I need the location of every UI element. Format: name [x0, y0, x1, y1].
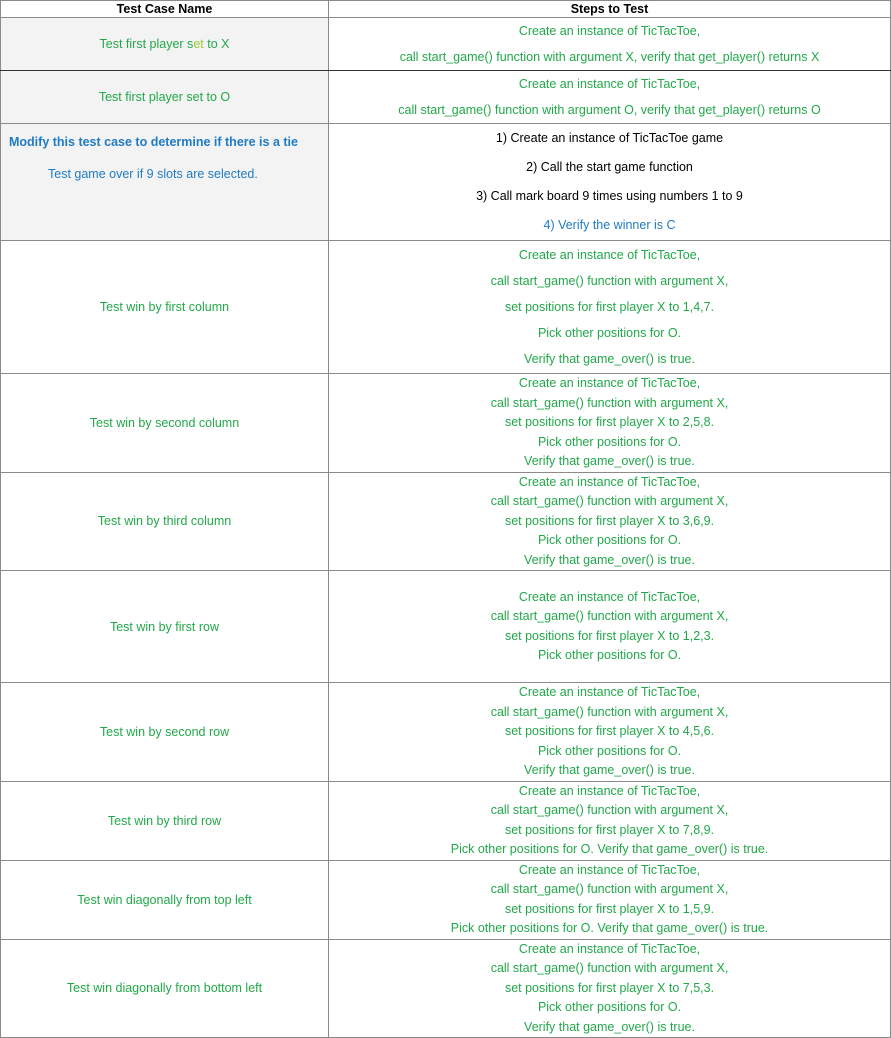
step-line: Pick other positions for O. [537, 648, 682, 662]
header-steps-to-test: Steps to Test [329, 1, 891, 18]
step-line: call start_game() function with argument X, [490, 395, 729, 410]
test-steps [329, 939, 891, 1038]
tie-test-name: Test game over if 9 slots are selected. [48, 167, 258, 181]
test-case-name: Test win by third column [1, 472, 329, 571]
step-line: Pick other positions for O. Verify that game_over() is true. [450, 921, 769, 935]
step-line: 4) Verify the winner is C [543, 218, 676, 232]
test-steps [329, 683, 891, 782]
test-case-name: Test win by third row [1, 781, 329, 860]
table-row [1, 241, 891, 374]
test-case-name: Test win by second column [1, 374, 329, 473]
step-line: Create an instance of TicTacToe, [518, 862, 701, 877]
table-row [1, 374, 891, 473]
table-row [1, 939, 891, 1038]
step-line: set positions for first player X to 1,2,3. [504, 628, 715, 643]
step-line: call start_game() function with argument X, [490, 961, 729, 975]
step-line: call start_game() function with argument X, [490, 274, 729, 288]
step-line: Pick other positions for O. [537, 743, 682, 758]
step-line: Create an instance of TicTacToe, [518, 77, 701, 91]
test-case-name: Test win by second row [1, 683, 329, 782]
step-line: call start_game() function with argument X, [490, 882, 729, 896]
test-case-name [1, 18, 329, 71]
test-steps [329, 71, 891, 124]
step-line: call start_game() function with argument O, verify that get_player() returns O [398, 103, 821, 117]
table-row [1, 860, 891, 939]
step-line: Create an instance of TicTacToe, [518, 941, 701, 956]
table-row [1, 124, 891, 241]
step-line: Pick other positions for O. [537, 533, 682, 547]
step-line: Create an instance of TicTacToe, [518, 474, 701, 489]
step-line: call start_game() function with argument X, [490, 494, 729, 508]
table-row [1, 571, 891, 683]
step-line: set positions for first player X to 2,5,8. [504, 415, 715, 429]
modify-instruction: Modify this test case to determine if there is a tie [9, 135, 298, 149]
step-line: Pick other positions for O. [537, 1000, 682, 1014]
step-line: Verify that game_over() is true. [524, 552, 695, 567]
table-row [1, 71, 891, 124]
test-steps [329, 781, 891, 860]
test-steps [329, 374, 891, 473]
step-line: Create an instance of TicTacToe, [518, 783, 701, 798]
step-line: set positions for first player X to 4,5,6. [504, 724, 715, 738]
table-row [1, 472, 891, 571]
step-line: call start_game() function with argument X, [490, 704, 729, 719]
step-line: Pick other positions for O. [537, 434, 682, 449]
test-case-name: Test win diagonally from top left [1, 860, 329, 939]
name-text-highlight: et [193, 37, 204, 51]
step-line: set positions for first player X to 7,5,3. [504, 980, 715, 995]
step-line: call start_game() function with argument X, [490, 803, 729, 817]
step-line: Create an instance of TicTacToe, [518, 24, 701, 38]
step-line: call start_game() function with argument X, [490, 609, 729, 623]
step-line: set positions for first player X to 1,4,7. [504, 300, 715, 314]
step-line: Verify that game_over() is true. [524, 1019, 695, 1034]
step-line: set positions for first player X to 3,6,9. [504, 513, 715, 528]
test-steps [329, 124, 891, 241]
header-test-case-name: Test Case Name [1, 1, 329, 18]
step-line: set positions for first player X to 7,8,9. [504, 822, 715, 837]
test-case-name: Test win by first row [1, 571, 329, 683]
step-line: Pick other positions for O. [537, 326, 682, 340]
test-case-name: Test win diagonally from bottom left [1, 939, 329, 1038]
step-line: Verify that game_over() is true. [524, 352, 695, 366]
test-steps [329, 18, 891, 71]
step-line: call start_game() function with argument X, verify that get_player() returns X [399, 50, 820, 64]
test-steps [329, 472, 891, 571]
step-line: Create an instance of TicTacToe, [518, 376, 701, 390]
step-line: Create an instance of TicTacToe, [518, 589, 701, 604]
test-steps [329, 241, 891, 374]
test-case-name: Test win by first column [1, 241, 329, 374]
step-line: Verify that game_over() is true. [524, 454, 695, 468]
test-case-name: Test first player set to O [1, 71, 329, 124]
step-line: 1) Create an instance of TicTacToe game [495, 131, 724, 145]
step-line: Create an instance of TicTacToe, [518, 248, 701, 262]
table-row [1, 781, 891, 860]
step-line: set positions for first player X to 1,5,9. [504, 901, 715, 916]
table-row [1, 18, 891, 71]
test-steps [329, 571, 891, 683]
step-line: Create an instance of TicTacToe, [518, 685, 701, 699]
step-line: 2) Call the start game function [526, 160, 693, 174]
test-steps [329, 860, 891, 939]
test-case-name [1, 124, 329, 241]
name-text: to X [203, 37, 230, 51]
step-line: Pick other positions for O. Verify that game_over() is true. [450, 842, 769, 856]
table-row [1, 683, 891, 782]
header-row [1, 1, 891, 18]
step-line: Verify that game_over() is true. [524, 763, 695, 777]
step-line: 3) Call mark board 9 times using numbers 1 to 9 [476, 189, 743, 203]
name-text: Test first player s [99, 37, 194, 51]
